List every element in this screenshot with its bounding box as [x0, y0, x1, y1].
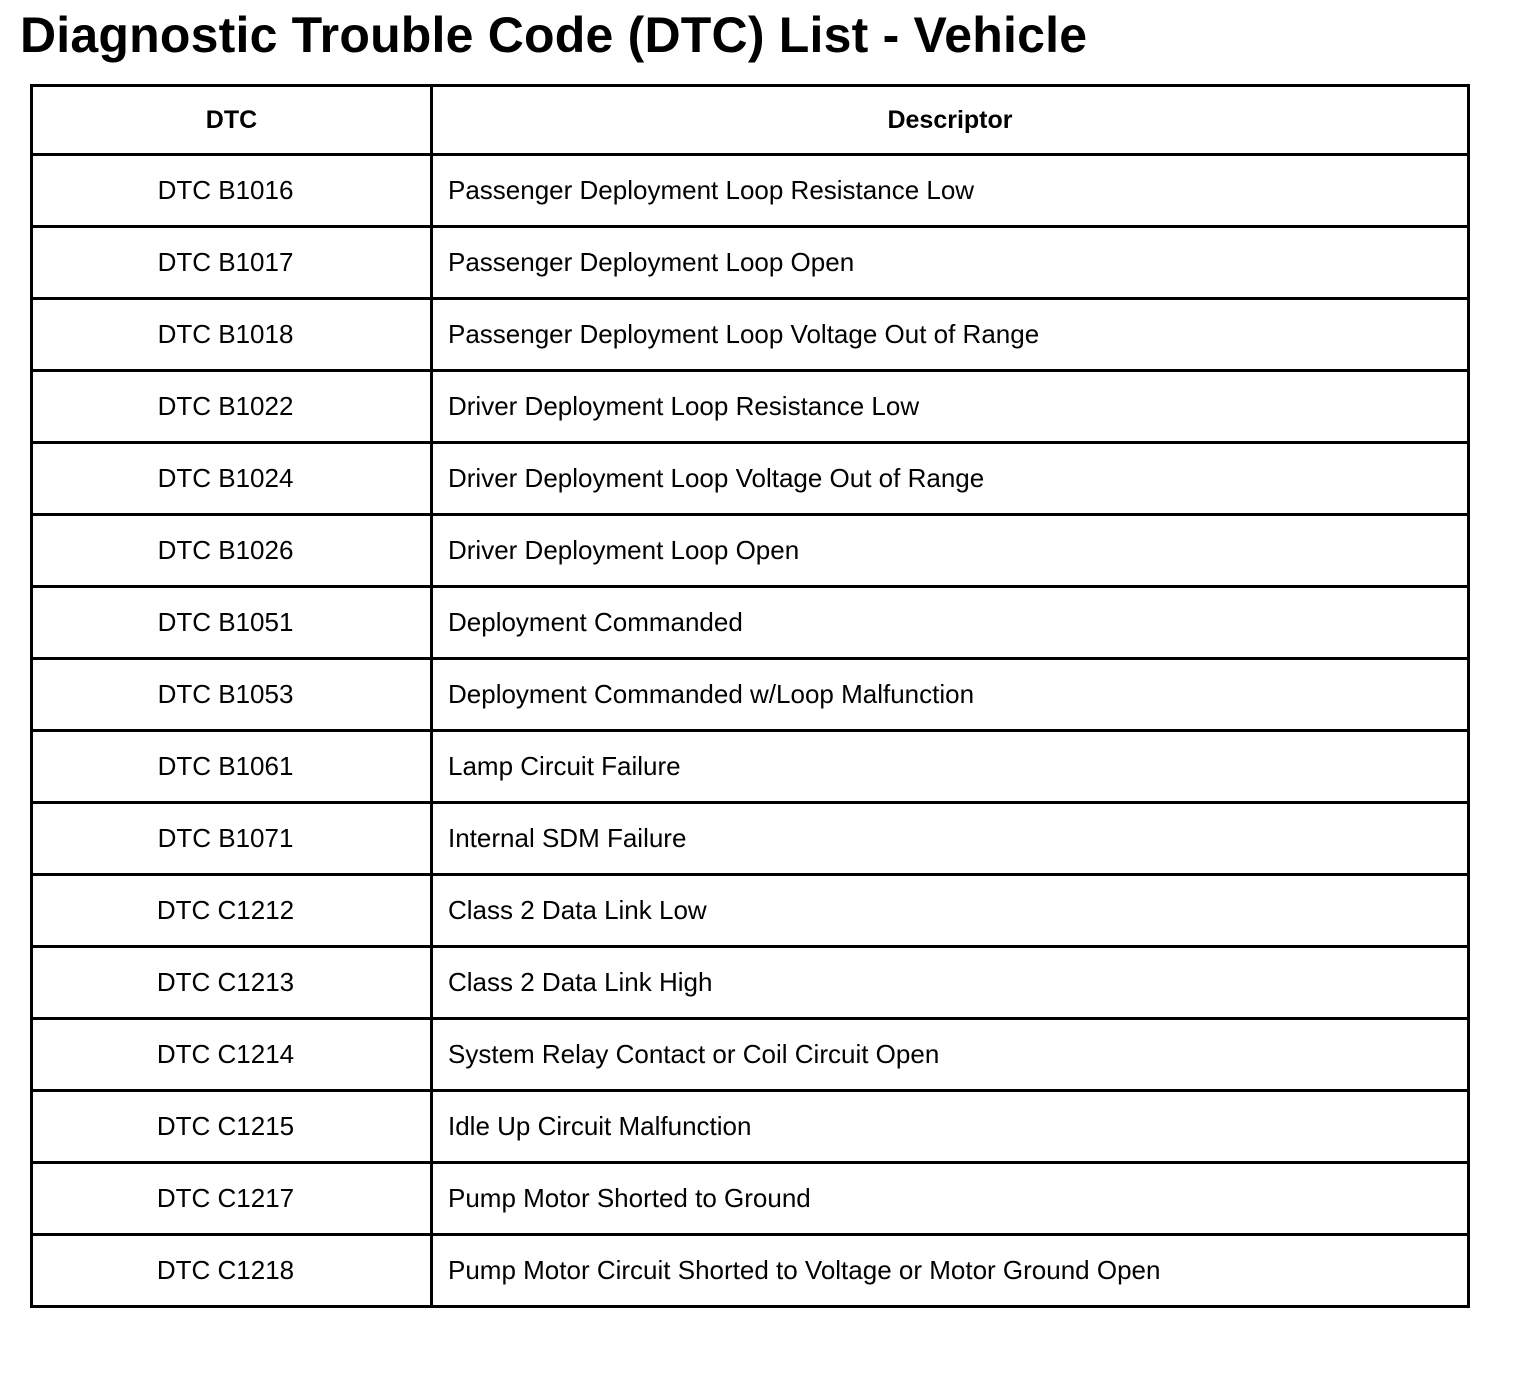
dtc-code-cell: DTC B1051: [32, 587, 432, 659]
dtc-descriptor-cell: Driver Deployment Loop Voltage Out of Range: [432, 443, 1469, 515]
dtc-descriptor-cell: Pump Motor Circuit Shorted to Voltage or Motor Ground Open: [432, 1235, 1469, 1307]
table-row: [32, 1163, 1469, 1235]
dtc-descriptor-cell: Idle Up Circuit Malfunction: [432, 1091, 1469, 1163]
column-header-dtc: DTC: [32, 86, 432, 155]
dtc-descriptor-cell: Passenger Deployment Loop Resistance Low: [432, 155, 1469, 227]
table-row: [32, 155, 1469, 227]
dtc-descriptor-cell: System Relay Contact or Coil Circuit Open: [432, 1019, 1469, 1091]
table-row: [32, 1235, 1469, 1307]
dtc-descriptor-cell: Internal SDM Failure: [432, 803, 1469, 875]
dtc-code-cell: DTC B1018: [32, 299, 432, 371]
page-title: Diagnostic Trouble Code (DTC) List - Vehicle: [20, 7, 1088, 63]
table-row: [32, 659, 1469, 731]
table-row: [32, 299, 1469, 371]
column-header-descriptor: Descriptor: [432, 86, 1469, 155]
table-row: [32, 587, 1469, 659]
table-row: [32, 1019, 1469, 1091]
table-row: [32, 731, 1469, 803]
table-row: [32, 875, 1469, 947]
dtc-code-cell: DTC C1212: [32, 875, 432, 947]
table-row: [32, 227, 1469, 299]
dtc-descriptor-cell: Class 2 Data Link High: [432, 947, 1469, 1019]
dtc-code-cell: DTC C1213: [32, 947, 432, 1019]
table-row: [32, 443, 1469, 515]
dtc-code-cell: DTC B1053: [32, 659, 432, 731]
dtc-descriptor-cell: Driver Deployment Loop Open: [432, 515, 1469, 587]
dtc-code-cell: DTC B1061: [32, 731, 432, 803]
dtc-code-cell: DTC B1017: [32, 227, 432, 299]
dtc-descriptor-cell: Pump Motor Shorted to Ground: [432, 1163, 1469, 1235]
dtc-code-cell: DTC B1026: [32, 515, 432, 587]
dtc-descriptor-cell: Driver Deployment Loop Resistance Low: [432, 371, 1469, 443]
dtc-code-cell: DTC B1016: [32, 155, 432, 227]
dtc-code-cell: DTC C1214: [32, 1019, 432, 1091]
dtc-code-cell: DTC B1024: [32, 443, 432, 515]
table-row: [32, 371, 1469, 443]
dtc-descriptor-cell: Deployment Commanded w/Loop Malfunction: [432, 659, 1469, 731]
dtc-code-cell: DTC C1218: [32, 1235, 432, 1307]
table-row: [32, 803, 1469, 875]
dtc-table: [30, 84, 1470, 1308]
dtc-code-cell: DTC C1217: [32, 1163, 432, 1235]
table-row: [32, 947, 1469, 1019]
dtc-descriptor-cell: Passenger Deployment Loop Open: [432, 227, 1469, 299]
dtc-descriptor-cell: Lamp Circuit Failure: [432, 731, 1469, 803]
table-row: [32, 1091, 1469, 1163]
table-header-row: [32, 86, 1469, 155]
dtc-descriptor-cell: Class 2 Data Link Low: [432, 875, 1469, 947]
dtc-code-cell: DTC B1022: [32, 371, 432, 443]
dtc-code-cell: DTC C1215: [32, 1091, 432, 1163]
dtc-descriptor-cell: Passenger Deployment Loop Voltage Out of Range: [432, 299, 1469, 371]
dtc-descriptor-cell: Deployment Commanded: [432, 587, 1469, 659]
dtc-code-cell: DTC B1071: [32, 803, 432, 875]
table-row: [32, 515, 1469, 587]
